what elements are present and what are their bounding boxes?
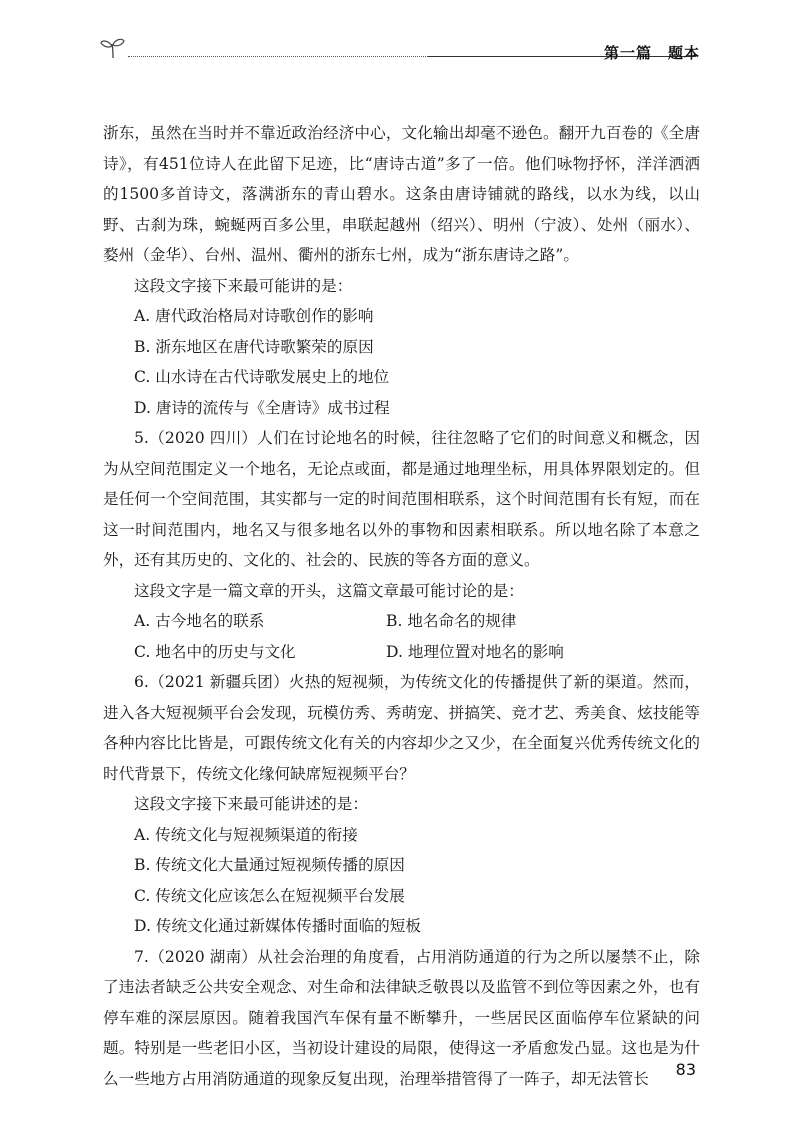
q4-question: 这段文字接下来最可能讲的是： <box>134 276 353 295</box>
page-number: 83 <box>675 1060 696 1079</box>
header-dotted-rule <box>128 56 428 57</box>
q5-option-b: B. 地名命名的规律 <box>386 612 517 630</box>
q5-option-c: C. 地名中的历史与文化 <box>134 642 296 661</box>
q4-option-c: C. 山水诗在古代诗歌发展史上的地位 <box>134 368 390 386</box>
q6-option-d: D. 传统文化通过新媒体传播时面临的短板 <box>134 917 421 935</box>
sprout-icon <box>100 36 126 60</box>
page-content <box>103 118 700 1094</box>
q6-passage: 6.（2021 新疆兵团）火热的短视频，为传统文化的传播提供了新的渠道。然而，进入各大短视频平台会发现，玩模仿秀、秀萌宠、拼搞笑、竞才艺、秀美食、炫技能等各种内容比比皆是，可跟传统文化有关的内容却少之又少，在全面复兴优秀传统文化的时代背景下，传统文化缘何缺席短视频平台？ <box>103 673 700 783</box>
q5-passage: 5.（2020 四川）人们在讨论地名的时候，往往忽略了它们的时间意义和概念，因为从空间范围定义一个地名，无论点或面，都是通过地理坐标，用具体界限划定的。但是任何一个空间范围，其实都与一定的时间范围相联系，这个时间范围有长有短，而在这一时间范围内，地名又与很多地名以外的事物和因素相联系。所以地名除了本意之外，还有其历史的、文化的、社会的、民族的等各方面的意义。 <box>103 429 700 569</box>
q4-option-a: A. 唐代政治格局对诗歌创作的影响 <box>134 307 374 325</box>
q5-options-row-1 <box>103 606 700 637</box>
q5-question: 这段文字是一篇文章的开头，这篇文章最可能讨论的是： <box>134 581 524 600</box>
q5-options-row-2 <box>103 637 700 668</box>
q6-option-c: C. 传统文化应该怎么在短视频平台发展 <box>134 886 405 905</box>
q6-option-b: B. 传统文化大量通过短视频传播的原因 <box>134 856 405 874</box>
q5-option-a: A. 古今地名的联系 <box>134 612 265 630</box>
q4-option-b: B. 浙东地区在唐代诗歌繁荣的原因 <box>134 337 374 356</box>
page-header <box>100 36 700 76</box>
q6-option-a: A. 传统文化与短视频渠道的衔接 <box>134 825 358 844</box>
header-title: 第一篇 题本 <box>603 44 700 62</box>
q4-passage: 浙东，虽然在当时并不靠近政治经济中心，文化输出却毫不逊色。翻开九百卷的《全唐诗》，有451位诗人在此留下足迹，比“唐诗古道”多了一倍。他们咏物抒怀，洋洋洒洒的1500多首诗文，落满浙东的青山碧水。这条由唐诗铺就的路线，以水为线，以山野、古刹为珠，蜿蜒两百多公里，串联起越州（绍兴）、明州（宁波）、处州（丽水）、婺州（金华）、台州、温州、衢州的浙东七州，成为“浙东唐诗之路”。 <box>103 124 700 264</box>
q4-option-d: D. 唐诗的流传与《全唐诗》成书过程 <box>134 398 390 417</box>
q7-passage: 7.（2020 湖南）从社会治理的角度看，占用消防通道的行为之所以屡禁不止，除了违法者缺乏公共安全观念、对生命和法律缺乏敬畏以及监管不到位等因素之外，也有停车难的深层原因。随着我国汽车保有量不断攀升，一些居民区面临停车位紧缺的问题。特别是一些老旧小区，当初设计建设的局限，使得这一矛盾愈发凸显。这也是为什么一些地方占用消防通道的现象反复出现，治理举措管得了一阵子，却无法管长 <box>103 947 700 1088</box>
q6-question: 这段文字接下来最可能讲述的是： <box>134 795 368 813</box>
q5-option-d: D. 地理位置对地名的影响 <box>386 642 564 661</box>
